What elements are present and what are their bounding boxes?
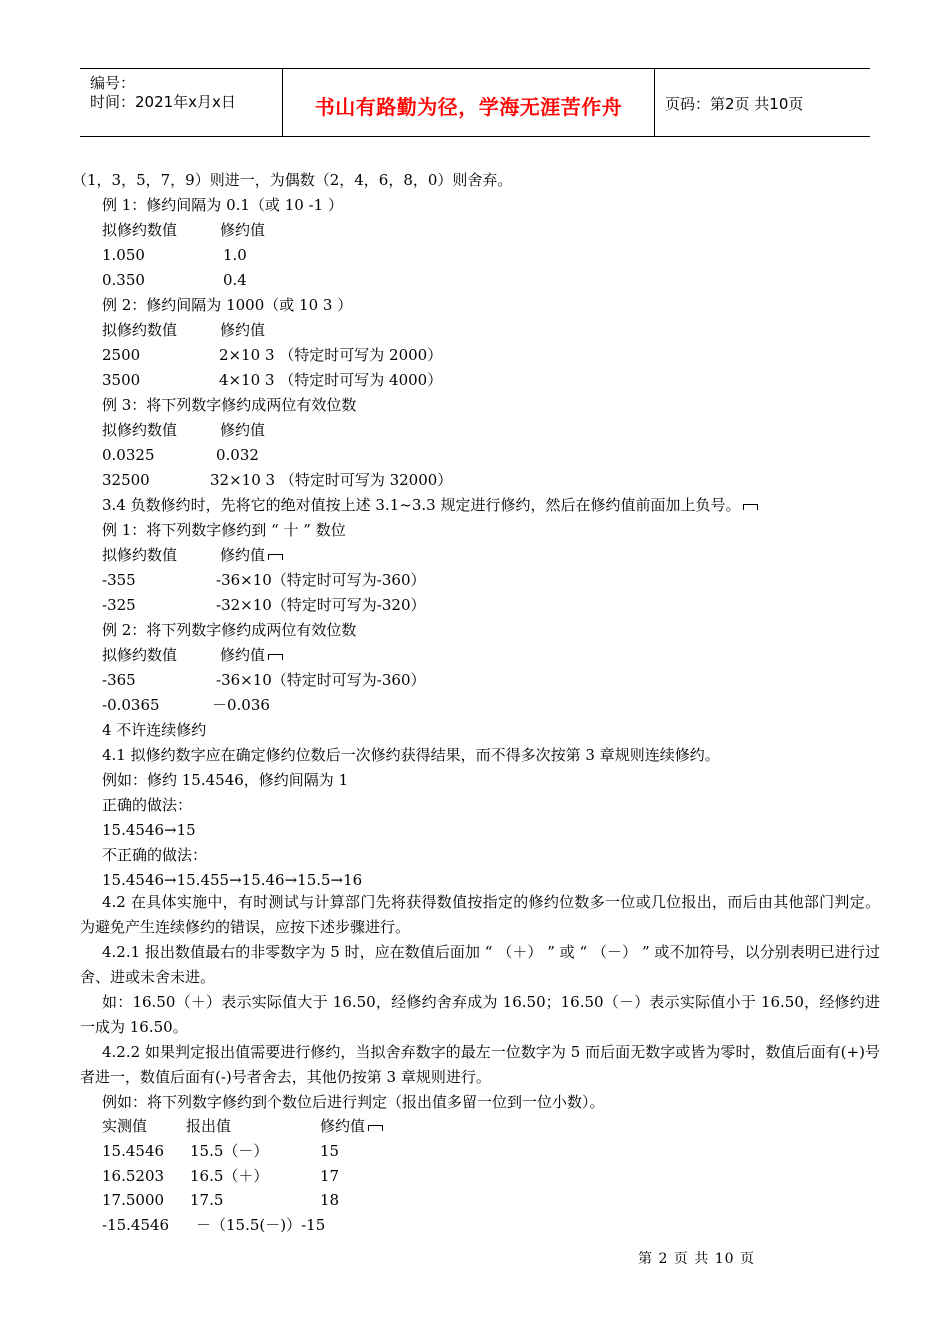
table-cell: 16.5（＋）: [190, 1167, 269, 1185]
text-line: 例如：将下列数字修约到个数位后进行判定（报出值多留一位到一位小数）。: [102, 1093, 605, 1111]
text-span: 修约值: [320, 1117, 366, 1135]
text-line: 4.1 拟修约数字应在确定修约位数后一次修约获得结果，而不得多次按第 3 章规则连续修约。: [102, 746, 720, 764]
table-cell: -355: [102, 571, 136, 589]
header-motto: 书山有路勤为径，学海无涯苦作舟: [314, 95, 623, 119]
table-cell: 0.0325: [102, 446, 155, 464]
table-cell: －0.036: [212, 696, 270, 714]
paragraph: 4.2.2 如果判定报出值需要进行修约，当拟舍弃数字的最左一位数字为 5 而后面无数字或皆为零时，数值后面有(+)号者进一，数值后面有(-)号者舍去，其他仍按第 3 章规则进行。: [80, 1043, 880, 1086]
table-cell: 17: [320, 1167, 340, 1185]
text-line: （1，3，5，7，9）则进一，为偶数（2，4，6，8，0）则舍弃。: [72, 171, 513, 189]
text-span: 3.4 负数修约时，先将它的绝对值按上述 3.1~3.3 规定进行修约，然后在修约值前面加上负号。: [102, 496, 741, 514]
table-cell: -365: [102, 671, 136, 689]
page-header: [80, 68, 870, 137]
table-cell: 17.5000: [102, 1191, 165, 1209]
text-line: 例 3：将下列数字修约成两位有效位数: [102, 396, 357, 414]
paragraph: 4.2 在具体实施中，有时测试与计算部门先将获得数值按指定的修约位数多一位或几位报出，而后由其他部门判定。为避免产生连续修约的错误，应按下述步骤进行。: [80, 893, 880, 936]
page-footer: 第 2 页 共 10 页: [638, 1251, 755, 1267]
table-cell: 0.350: [102, 271, 145, 289]
table-cell: [220, 643, 283, 667]
edit-mark-icon: [268, 554, 283, 560]
table-cell: 2×10 3 （特定时可写为 2000）: [219, 346, 443, 364]
text-line: 正确的做法：: [102, 796, 193, 814]
table-cell: -15.4546: [102, 1216, 170, 1234]
edit-mark-icon: [743, 504, 758, 510]
number-label: 编号：: [90, 74, 136, 92]
edit-mark-icon: [368, 1125, 383, 1131]
table-cell: 15.4546: [102, 1142, 165, 1160]
table-cell: 1.050: [102, 246, 145, 264]
text-line: 例 1：将下列数字修约到 “ 十 ” 数位: [102, 521, 346, 539]
table-cell: 拟修约数值: [102, 546, 178, 564]
table-cell: 修约值: [220, 421, 266, 439]
table-cell: 修约值: [220, 321, 266, 339]
header-motto-cell: [283, 69, 655, 136]
text-line: 15.4546→15: [102, 821, 196, 839]
table-header-cell: [320, 1114, 383, 1138]
table-cell: 拟修约数值: [102, 646, 178, 664]
table-cell: 15.5（－）: [190, 1142, 269, 1160]
text-line: [102, 493, 758, 517]
table-cell: -32×10（特定时可写为-320）: [216, 596, 426, 614]
table-header-cell: 实测值: [102, 1117, 148, 1135]
table-cell: 32×10 3 （特定时可写为 32000）: [210, 471, 453, 489]
header-left-cell: [80, 69, 283, 136]
table-cell: -36×10（特定时可写为-360）: [216, 571, 426, 589]
table-cell: 修约值: [220, 221, 266, 239]
table-cell: -325: [102, 596, 136, 614]
table-cell: 4×10 3 （特定时可写为 4000）: [219, 371, 443, 389]
time-label: 时间：2021年x月x日: [90, 93, 236, 111]
text-line: 15.4546→15.455→15.46→15.5→16: [102, 871, 363, 889]
text-span: 修约值: [220, 646, 266, 664]
paragraph: 4.2.1 报出数值最右的非零数字为 5 时，应在数值后面加 “ （＋） ” 或 “ （－） ” 或不加符号，以分别表明已进行过舍、进或未舍未进。: [80, 943, 880, 986]
table-cell: 拟修约数值: [102, 421, 178, 439]
table-cell: 18: [320, 1191, 340, 1209]
text-line: 例 2：将下列数字修约成两位有效位数: [102, 621, 357, 639]
text-line: 例 2：修约间隔为 1000（或 10 3 ）: [102, 296, 353, 314]
table-cell: 15: [320, 1142, 340, 1160]
table-cell: 拟修约数值: [102, 321, 178, 339]
table-cell: 2500: [102, 346, 141, 364]
table-cell: -0.0365: [102, 696, 160, 714]
table-cell: 16.5203: [102, 1167, 165, 1185]
text-line: 例如：修约 15.4546，修约间隔为 1: [102, 771, 349, 789]
header-page-cell: [655, 69, 870, 136]
table-header-cell: 报出值: [186, 1117, 232, 1135]
text-line: 例 1：修约间隔为 0.1（或 10 -1 ）: [102, 196, 343, 214]
table-cell: 0.4: [223, 271, 247, 289]
table-cell: 3500: [102, 371, 141, 389]
header-page-label: 页码：第2页 共10页: [665, 95, 804, 113]
text-line: 不正确的做法：: [102, 846, 208, 864]
paragraph: 如：16.50（＋）表示实际值大于 16.50，经修约舍弃成为 16.50；16.50（－）表示实际值小于 16.50，经修约进一成为 16.50。: [80, 993, 880, 1036]
table-cell: 17.5: [190, 1191, 224, 1209]
table-cell: 1.0: [223, 246, 247, 264]
section-heading: 4 不许连续修约: [102, 721, 207, 739]
table-cell: 32500: [102, 471, 150, 489]
table-cell: 拟修约数值: [102, 221, 178, 239]
table-cell: -36×10（特定时可写为-360）: [216, 671, 426, 689]
table-cell: 0.032: [216, 446, 259, 464]
text-span: 修约值: [220, 546, 266, 564]
table-cell: －（15.5(－)）-15: [196, 1216, 326, 1234]
table-cell: [220, 543, 283, 567]
edit-mark-icon: [268, 654, 283, 660]
